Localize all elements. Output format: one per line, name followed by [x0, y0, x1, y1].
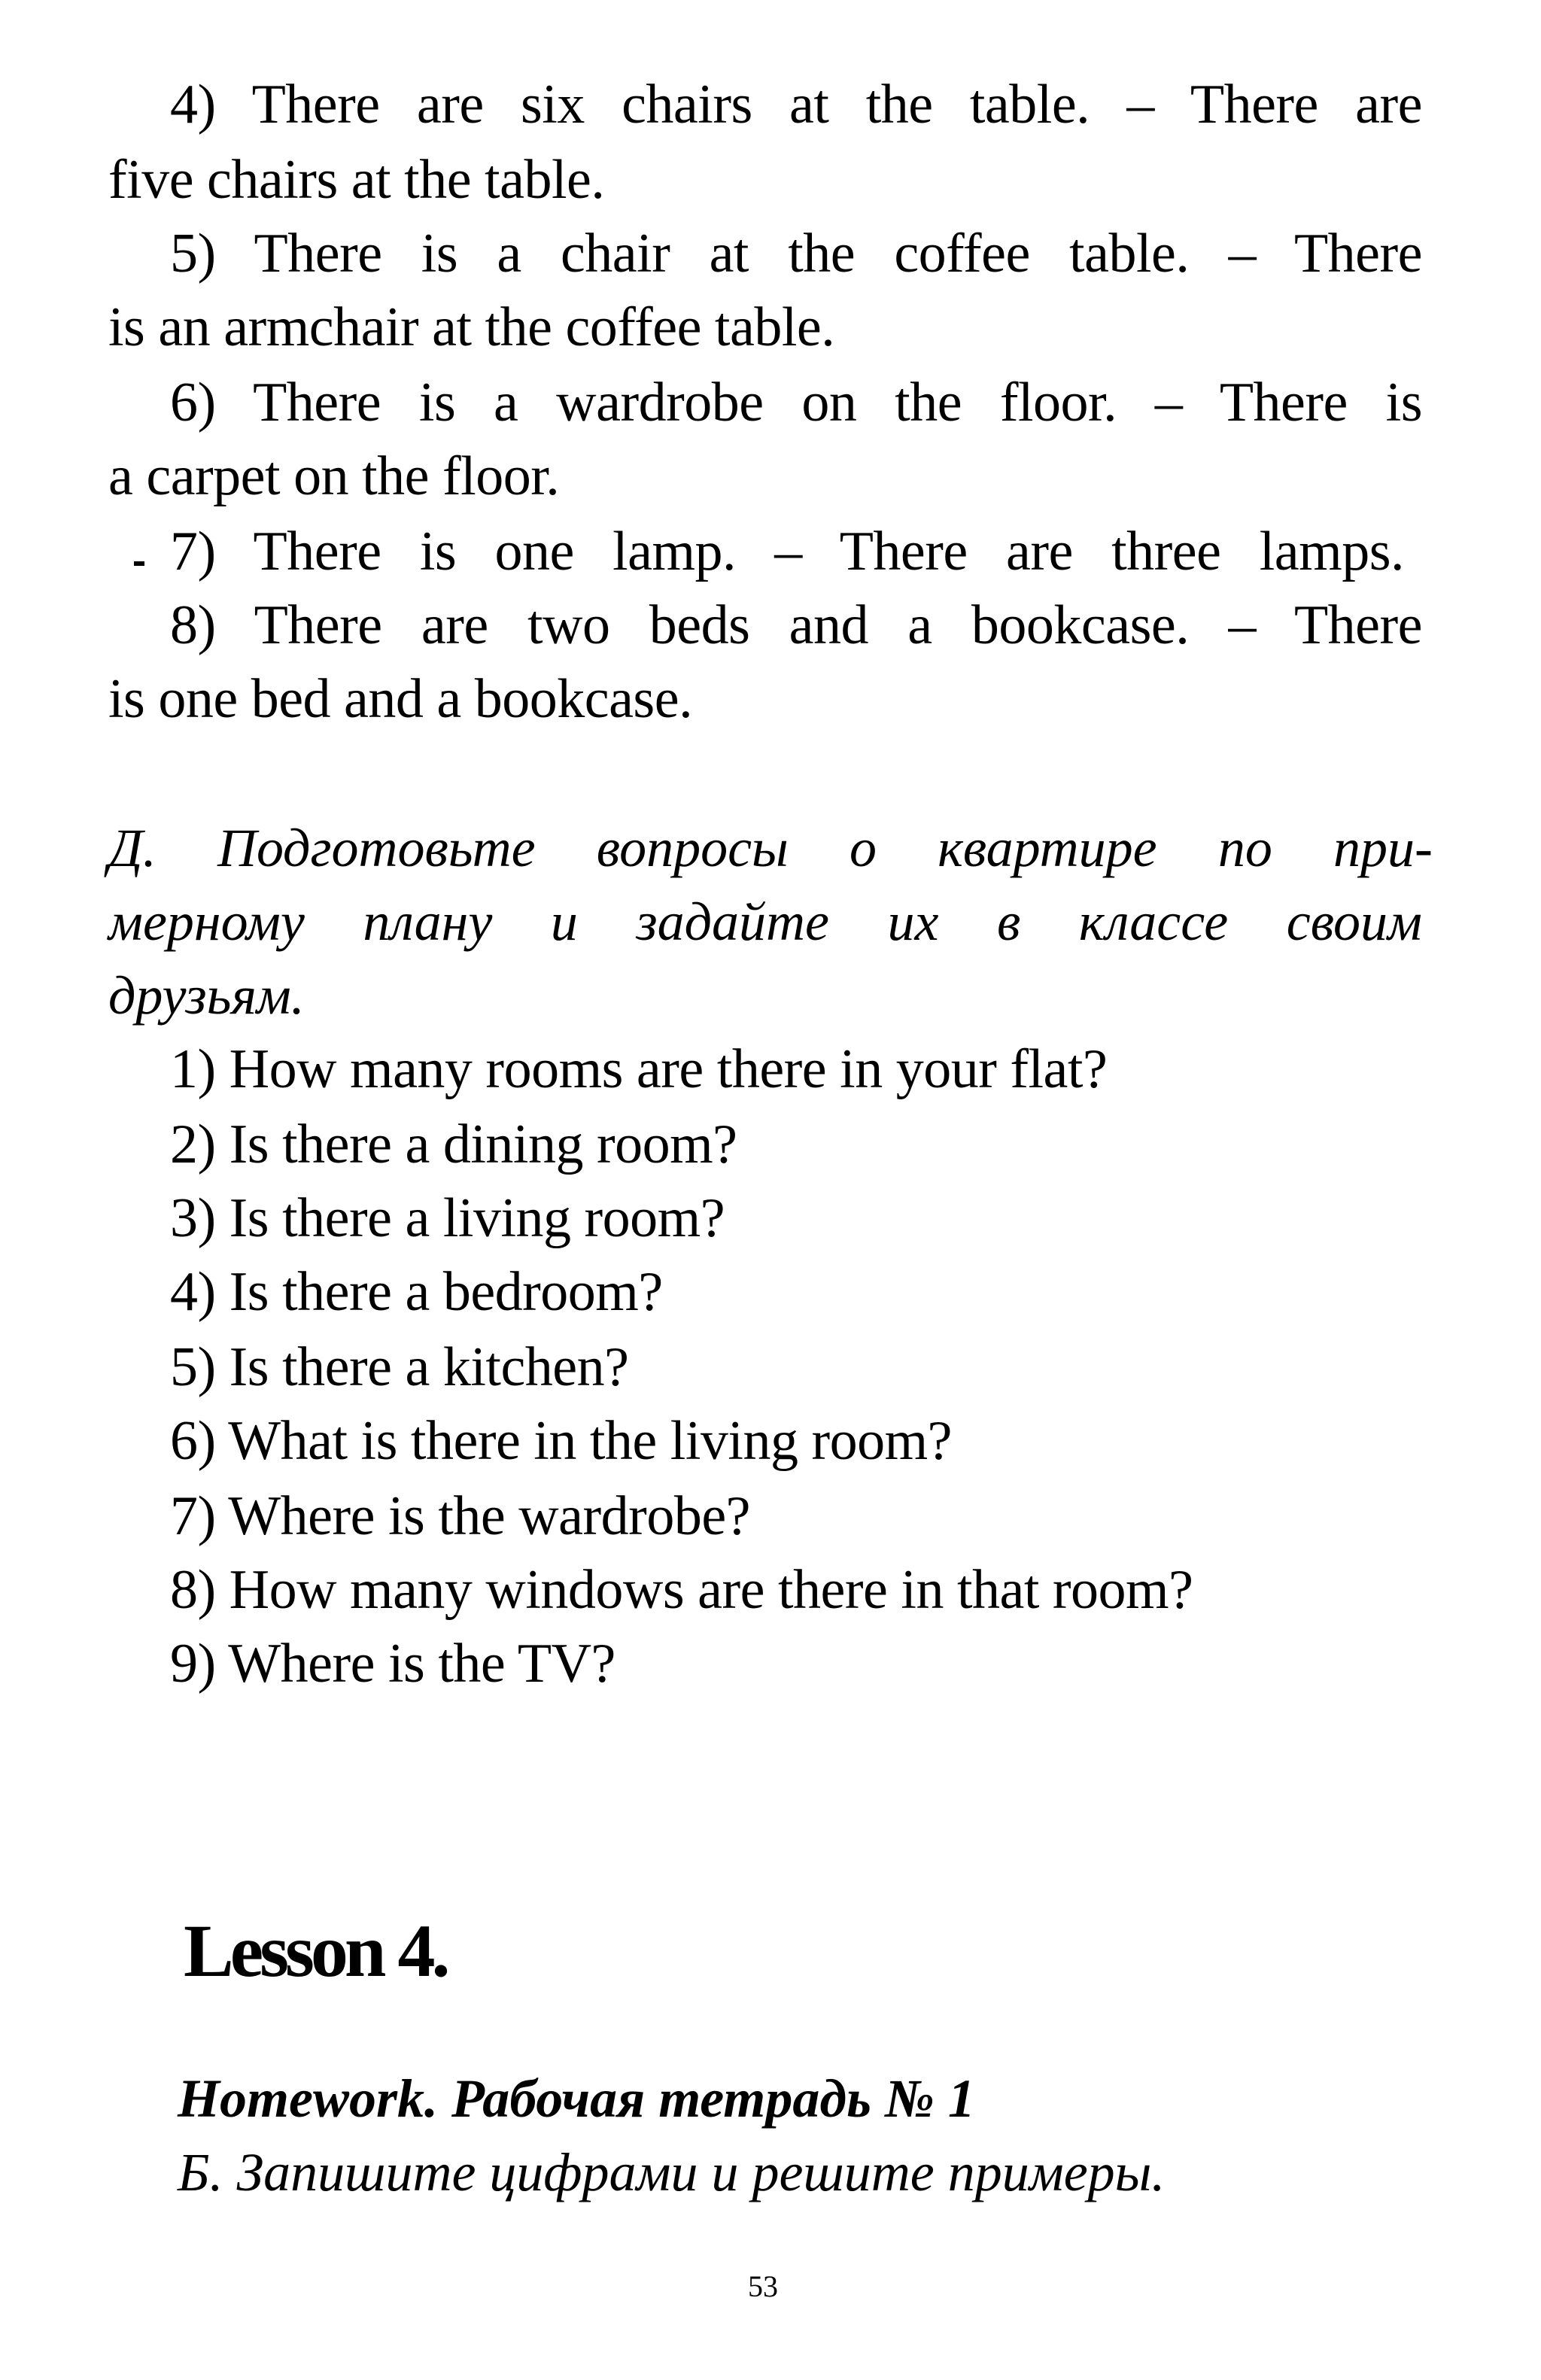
question-2: 2) Is there a dining room? — [170, 1114, 737, 1175]
task-b-instruction: Б. Запишите цифрами и решите примеры. — [178, 2142, 1166, 2202]
sentence-6-line-1: 6) There is a wardrobe on the floor. – There is — [170, 372, 1422, 433]
task-d-instruction-line-1: Д. Подготовьте вопросы о квартире по при- — [108, 818, 1433, 878]
sentence-7-line-1: 7) There is one lamp. – There are three lamps. — [170, 521, 1404, 582]
question-5: 5) Is there a kitchen? — [170, 1336, 629, 1398]
sentence-8-line-2: is one bed and a bookcase. — [108, 668, 693, 730]
sentence-4-line-2: five chairs at the table. — [108, 149, 605, 211]
question-4: 4) Is there a bedroom? — [170, 1261, 663, 1323]
question-3: 3) Is there a living room? — [170, 1187, 725, 1249]
question-1: 1) How many rooms are there in your flat? — [170, 1038, 1108, 1100]
sentence-5-line-2: is an armchair at the coffee table. — [108, 296, 835, 358]
question-6: 6) What is there in the living room? — [170, 1410, 952, 1472]
page-number: 53 — [748, 2269, 778, 2303]
sentence-6-line-2: a carpet on the floor. — [108, 445, 560, 507]
question-7: 7) Where is the wardrobe? — [170, 1485, 751, 1547]
task-d-instruction-line-3: друзьям. — [108, 965, 305, 1026]
question-8: 8) How many windows are there in that room? — [170, 1559, 1193, 1621]
homework-heading: Homework. Рабочая тетрадь № 1 — [178, 2068, 975, 2129]
sentence-4-line-1: 4) There are six chairs at the table. – There are — [170, 74, 1422, 135]
sentence-5-line-1: 5) There is a chair at the coffee table. – There — [170, 223, 1422, 284]
question-9: 9) Where is the TV? — [170, 1633, 615, 1695]
task-d-instruction-line-2: мерному плану и задайте их в классе своим — [108, 892, 1422, 952]
lesson-heading: Lesson 4. — [184, 1909, 447, 1992]
sentence-8-line-1: 8) There are two beds and a bookcase. – There — [170, 594, 1422, 656]
print-speck — [134, 561, 144, 566]
